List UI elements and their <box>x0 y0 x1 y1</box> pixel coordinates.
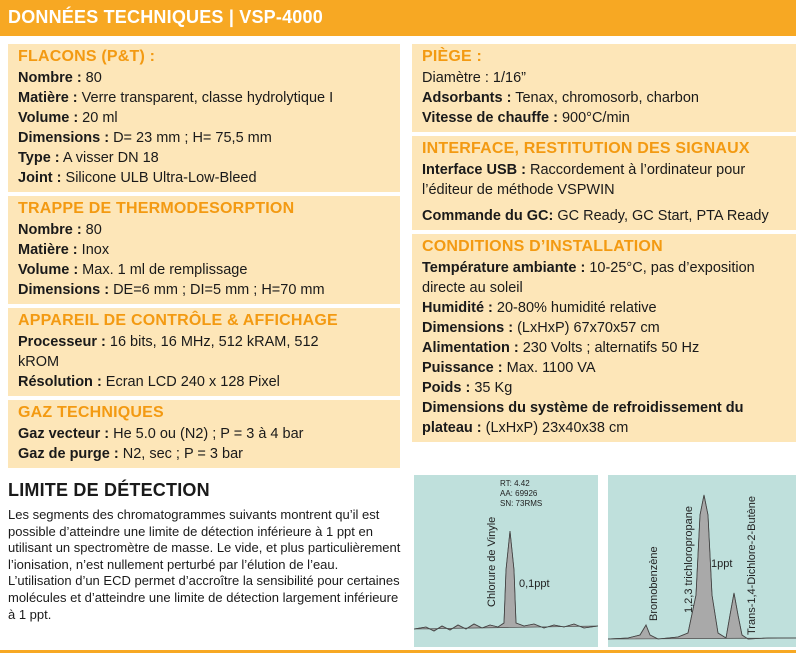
peak-area <box>608 495 796 639</box>
spec-key: Humidité : <box>422 300 493 316</box>
spec-value: Max. 1 ml de remplissage <box>78 262 248 278</box>
limite-detection <box>8 480 404 623</box>
spec-key: Matière : <box>18 242 78 258</box>
spec-value: 80 <box>81 70 102 86</box>
spec-row <box>18 108 390 128</box>
section-title: FLACONS (P&T) : <box>18 48 156 65</box>
spec-value: GC Ready, GC Start, PTA Ready <box>553 208 769 224</box>
section-title: APPAREIL DE CONTRÔLE & AFFICHAGE <box>18 312 338 329</box>
spec-row <box>18 220 390 240</box>
spec-key: Dimensions : <box>422 320 514 336</box>
compound-label: Trans-1,4-Dichlore-2-Butène <box>746 496 758 635</box>
spec-key: Volume : <box>18 110 79 126</box>
spec-key: Processeur : <box>18 334 106 350</box>
spec-key: Poids : <box>422 380 471 396</box>
section-interface <box>412 136 796 230</box>
section-appareil <box>8 308 400 396</box>
spec-row <box>18 444 390 464</box>
spec-row <box>422 68 786 88</box>
compound-label: 1,2,3 trichloropropane <box>683 505 695 613</box>
spec-value: N2, sec ; P = 3 bar <box>118 446 243 462</box>
section-title: GAZ TECHNIQUES <box>18 404 164 421</box>
spec-value: Inox <box>77 242 110 258</box>
spec-key: Résolution : <box>18 374 102 390</box>
chromatogram-left-plot <box>414 475 598 647</box>
peak-area <box>414 531 598 631</box>
spec-value: 35 Kg <box>470 380 513 396</box>
section-title: TRAPPE DE THERMODESORPTION <box>18 200 295 217</box>
spec-value: 230 Volts ; alternatifs 50 Hz <box>518 340 700 356</box>
spec-value: 16 bits, 16 MHz, 512 kRAM, 512 kROM <box>18 334 319 370</box>
compound-label: Chlorure de Vinyle <box>486 516 498 607</box>
section-title: INTERFACE, RESTITUTION DES SIGNAUX <box>422 140 750 157</box>
spec-row <box>18 148 390 168</box>
spec-row <box>422 338 786 358</box>
spec-row <box>18 168 390 188</box>
limite-title: LIMITE DE DÉTECTION <box>8 480 210 500</box>
spec-key: Matière : <box>18 90 78 106</box>
spec-value: Diamètre : 1/16” <box>422 70 526 86</box>
spec-key: Alimentation : <box>422 340 519 356</box>
spec-value: Tenax, chromosorb, charbon <box>511 90 699 106</box>
spec-row <box>18 280 390 300</box>
spec-row <box>18 424 390 444</box>
spec-value: (LxHxP) 67x70x57 cm <box>513 320 660 336</box>
chromatogram-left <box>414 475 598 647</box>
limite-text: Les segments des chromatogrammes suivants montrent qu’il est possible d’atteindre une limite de détection inférieure à 1 ppt en utilisant un spectromètre de masse. Le vide, et plus particulièrement l’ionisation, n’est nullement perturbé par l’élution de l’eau. L’utilisation d’un ECD permet d’accroître la sensibilité pour certaines molécules et d’atteindre une limite de détection largement inférieure à 1 ppt. <box>8 507 401 622</box>
spec-row <box>18 372 390 392</box>
spec-row <box>422 378 786 398</box>
section-flacons <box>8 44 400 192</box>
spec-value: He 5.0 ou (N2) ; P = 3 à 4 bar <box>109 426 304 442</box>
spec-key: Nombre : <box>18 222 82 238</box>
spec-row <box>422 298 786 318</box>
spec-row <box>422 160 786 200</box>
spec-row <box>18 88 390 108</box>
spec-value: 20-80% humidité relative <box>492 300 657 316</box>
header-bar <box>0 0 796 36</box>
left-column <box>8 44 400 472</box>
spec-value: D= 23 mm ; H= 75,5 mm <box>109 130 272 146</box>
spec-value: (LxHxP) 23x40x38 cm <box>481 420 629 436</box>
spec-row <box>422 88 786 108</box>
spec-value: 20 ml <box>78 110 118 126</box>
spec-key: Température ambiante : <box>422 260 586 276</box>
spec-key: Vitesse de chauffe : <box>422 110 558 126</box>
spec-key: Gaz vecteur : <box>18 426 110 442</box>
spec-value: 80 <box>81 222 102 238</box>
spec-value: Raccordement à l’ordinateur pour l’éditeur de méthode VSPWIN <box>422 162 746 198</box>
page-title: DONNÉES TECHNIQUES | VSP-4000 <box>8 7 323 27</box>
spec-row <box>18 240 390 260</box>
spec-row <box>422 108 786 128</box>
spec-value: Ecran LCD 240 x 128 Pixel <box>101 374 280 390</box>
spec-row <box>18 128 390 148</box>
spec-key: Dimensions : <box>18 282 110 298</box>
spec-value: Verre transparent, classe hydrolytique I <box>77 90 334 106</box>
concentration-label: 1ppt <box>711 558 733 570</box>
spec-value: Max. 1100 VA <box>502 360 596 376</box>
spec-row <box>422 398 786 438</box>
spec-value: Silicone ULB Ultra-Low-Bleed <box>61 170 257 186</box>
spec-row <box>18 332 338 372</box>
spec-key: Volume : <box>18 262 79 278</box>
section-trappe <box>8 196 400 304</box>
spec-value: 900°C/min <box>557 110 630 126</box>
sn-label: SN: 73RMS <box>500 499 543 508</box>
aa-label: AA: 69926 <box>500 489 538 498</box>
chromatogram-right <box>608 475 796 647</box>
spec-row <box>422 358 786 378</box>
section-gaz <box>8 400 400 468</box>
spec-key: Puissance : <box>422 360 503 376</box>
right-column <box>412 44 796 446</box>
spec-key: Interface USB : <box>422 162 526 178</box>
section-title: CONDITIONS D’INSTALLATION <box>422 238 663 255</box>
spec-key: Gaz de purge : <box>18 446 119 462</box>
spec-value: A visser DN 18 <box>59 150 159 166</box>
section-piege <box>412 44 796 132</box>
section-title: PIÈGE : <box>422 48 483 65</box>
spec-row <box>422 318 786 338</box>
spec-key: Adsorbants : <box>422 90 512 106</box>
rt-label: RT: 4.42 <box>500 479 530 488</box>
spec-key: Nombre : <box>18 70 82 86</box>
spec-value: 10-25°C, pas d’exposition directe au soleil <box>422 260 755 296</box>
chromatogram-right-plot <box>608 475 796 647</box>
spec-row <box>422 206 786 226</box>
spec-row <box>422 258 786 298</box>
spec-row <box>18 68 390 88</box>
spec-key: Commande du GC: <box>422 208 554 224</box>
spec-key: Joint : <box>18 170 62 186</box>
spec-key: Dimensions du système de refroidissement du plateau : <box>422 400 744 436</box>
section-conditions <box>412 234 796 442</box>
compound-label: Bromobenzène <box>648 546 660 621</box>
spec-row <box>18 260 390 280</box>
spec-value: DE=6 mm ; DI=5 mm ; H=70 mm <box>109 282 325 298</box>
spec-key: Dimensions : <box>18 130 110 146</box>
concentration-label: 0,1ppt <box>519 578 550 590</box>
spec-key: Type : <box>18 150 60 166</box>
